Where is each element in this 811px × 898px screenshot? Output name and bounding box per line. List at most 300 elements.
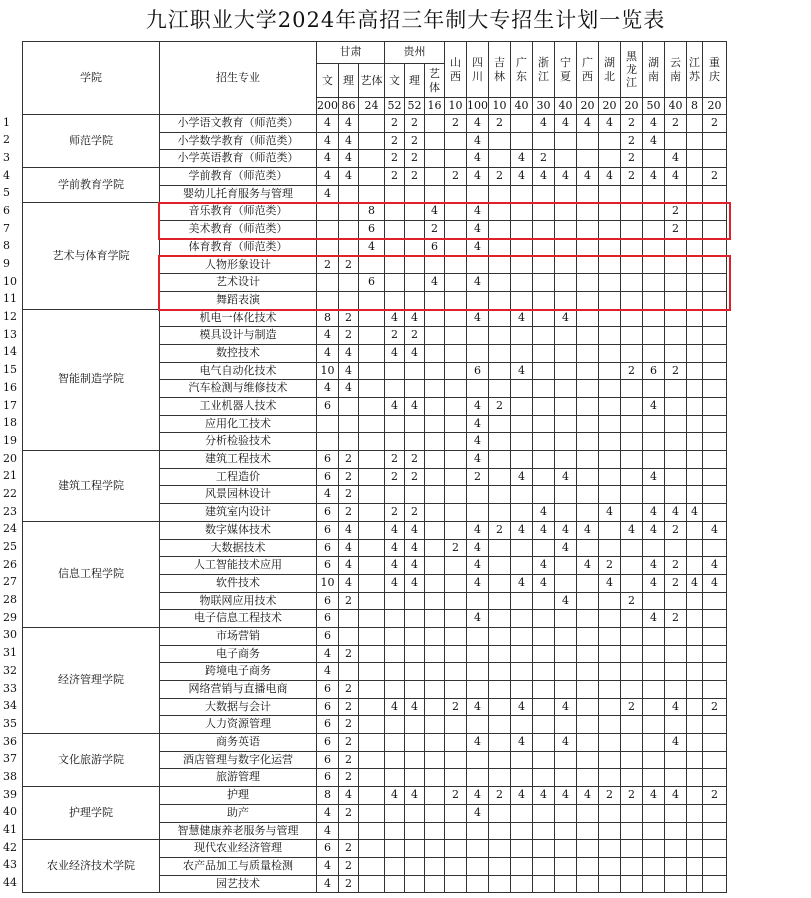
quota-cell [405,751,425,769]
quota-cell [317,415,339,433]
quota-cell [489,857,511,875]
quota-cell [599,663,621,681]
quota-cell [511,486,533,504]
quota-cell [577,132,599,150]
quota-cell [405,734,425,752]
quota-cell: 2 [445,115,467,133]
quota-cell: 4 [555,168,577,186]
quota-cell [599,592,621,610]
quota-cell: 2 [467,468,489,486]
quota-cell [359,291,385,309]
quota-cell [687,734,703,752]
quota-cell [445,256,467,274]
quota-cell: 2 [339,681,359,699]
quota-cell: 4 [643,468,665,486]
quota-cell [359,645,385,663]
quota-cell [703,486,727,504]
quota-cell [555,716,577,734]
quota-cell: 2 [703,115,727,133]
quota-cell [577,645,599,663]
quota-cell [533,291,555,309]
quota-cell [489,238,511,256]
quota-cell [703,627,727,645]
header-subcategory: 文 [317,64,339,98]
quota-cell [643,221,665,239]
quota-cell [489,344,511,362]
quota-cell [317,238,339,256]
row-number: 32 [3,663,17,677]
quota-cell [511,840,533,858]
quota-cell [621,557,643,575]
quota-cell [687,132,703,150]
quota-cell [533,716,555,734]
quota-cell [643,681,665,699]
quota-cell: 4 [339,557,359,575]
header-province: 宁 夏 [555,42,577,98]
quota-cell [643,380,665,398]
quota-cell: 2 [385,327,405,345]
quota-cell [621,539,643,557]
quota-cell [339,627,359,645]
major-name: 网络营销与直播电商 [160,681,317,699]
row-number: 16 [3,380,17,394]
row-number: 30 [3,628,17,642]
quota-cell [621,468,643,486]
quota-cell [643,804,665,822]
quota-cell: 6 [317,840,339,858]
major-name: 商务英语 [160,734,317,752]
quota-cell [599,344,621,362]
quota-cell: 4 [405,557,425,575]
quota-cell: 4 [317,875,339,893]
table-row [23,203,727,221]
quota-cell [703,309,727,327]
quota-cell [643,203,665,221]
quota-cell [405,663,425,681]
quota-cell: 4 [687,574,703,592]
quota-cell [359,486,385,504]
quota-cell [599,238,621,256]
quota-cell [555,291,577,309]
quota-cell [703,362,727,380]
quota-cell [555,132,577,150]
major-name: 现代农业经济管理 [160,840,317,858]
quota-cell [533,769,555,787]
quota-cell [703,716,727,734]
quota-cell [533,203,555,221]
quota-cell [643,539,665,557]
quota-cell [489,150,511,168]
quota-cell [555,256,577,274]
quota-cell [665,238,687,256]
quota-cell [577,857,599,875]
quota-cell: 4 [599,574,621,592]
quota-cell [359,663,385,681]
quota-cell [425,840,445,858]
major-name: 园艺技术 [160,875,317,893]
quota-cell [359,822,385,840]
header-total: 40 [665,98,687,115]
quota-cell: 4 [405,398,425,416]
major-name: 小学英语教育（师范类） [160,150,317,168]
quota-cell [703,751,727,769]
quota-cell [533,751,555,769]
quota-cell [445,185,467,203]
quota-cell: 4 [359,238,385,256]
quota-cell [599,645,621,663]
header-total: 30 [533,98,555,115]
quota-cell [577,769,599,787]
quota-cell [621,380,643,398]
quota-cell [467,875,489,893]
quota-cell [359,468,385,486]
quota-cell [621,309,643,327]
quota-cell: 2 [317,256,339,274]
quota-cell [687,557,703,575]
quota-cell [425,291,445,309]
quota-cell [489,433,511,451]
quota-cell: 4 [467,221,489,239]
quota-cell [511,681,533,699]
quota-cell: 2 [533,150,555,168]
quota-cell [339,610,359,628]
quota-cell [339,291,359,309]
major-name: 酒店管理与数字化运营 [160,751,317,769]
quota-cell: 2 [621,132,643,150]
quota-cell [599,398,621,416]
quota-cell: 4 [665,787,687,805]
quota-cell [665,433,687,451]
major-name: 舞蹈表演 [160,291,317,309]
quota-cell [687,451,703,469]
quota-cell [665,468,687,486]
quota-cell [577,256,599,274]
quota-cell: 4 [467,539,489,557]
quota-cell [555,645,577,663]
quota-cell [643,327,665,345]
quota-cell: 2 [405,504,425,522]
quota-cell [489,380,511,398]
quota-cell: 4 [317,380,339,398]
enrollment-plan-table [22,41,727,893]
header-total: 40 [555,98,577,115]
header-total: 86 [339,98,359,115]
quota-cell [687,857,703,875]
row-number: 20 [3,451,17,465]
quota-cell [599,309,621,327]
quota-cell: 6 [317,592,339,610]
quota-cell [405,716,425,734]
quota-cell [467,504,489,522]
quota-cell: 4 [467,521,489,539]
quota-cell [425,115,445,133]
quota-cell [489,291,511,309]
quota-cell [511,822,533,840]
quota-cell: 2 [489,168,511,186]
quota-cell: 4 [555,539,577,557]
quota-cell [489,681,511,699]
quota-cell: 4 [555,468,577,486]
quota-cell: 4 [467,734,489,752]
quota-cell: 4 [467,415,489,433]
quota-cell [405,875,425,893]
quota-cell: 2 [445,539,467,557]
quota-cell: 4 [339,132,359,150]
quota-cell: 4 [577,168,599,186]
quota-cell: 2 [339,875,359,893]
major-name: 人工智能技术应用 [160,557,317,575]
quota-cell [533,256,555,274]
quota-cell: 4 [467,787,489,805]
row-number: 11 [3,292,17,306]
quota-cell [687,398,703,416]
quota-cell [533,362,555,380]
quota-cell: 4 [339,344,359,362]
quota-cell [703,769,727,787]
quota-cell [467,681,489,699]
quota-cell [359,539,385,557]
major-name: 机电一体化技术 [160,309,317,327]
quota-cell [385,822,405,840]
quota-cell [665,327,687,345]
quota-cell [577,398,599,416]
major-name: 汽车检测与维修技术 [160,380,317,398]
quota-cell [359,327,385,345]
quota-cell [533,804,555,822]
quota-cell [599,150,621,168]
quota-cell [533,610,555,628]
quota-cell [339,274,359,292]
quota-cell [467,256,489,274]
quota-cell [445,398,467,416]
quota-cell [687,539,703,557]
quota-cell [489,451,511,469]
quota-cell: 4 [643,132,665,150]
quota-cell [359,433,385,451]
quota-cell [359,857,385,875]
quota-cell [339,221,359,239]
quota-cell: 4 [643,787,665,805]
quota-cell: 8 [359,203,385,221]
quota-cell [359,557,385,575]
quota-cell: 6 [317,698,339,716]
row-number: 37 [3,752,17,766]
quota-cell: 4 [467,132,489,150]
row-number: 26 [3,557,17,571]
quota-cell: 6 [317,769,339,787]
quota-cell [599,256,621,274]
quota-cell [425,822,445,840]
quota-cell [533,274,555,292]
table-row [23,627,727,645]
major-name: 人力资源管理 [160,716,317,734]
row-number: 39 [3,787,17,801]
header-total: 20 [599,98,621,115]
quota-cell: 6 [317,504,339,522]
quota-cell [359,380,385,398]
table-row [23,521,727,539]
quota-cell [445,344,467,362]
quota-cell: 4 [405,309,425,327]
quota-cell [385,592,405,610]
quota-cell [405,610,425,628]
quota-cell [621,203,643,221]
quota-cell: 4 [385,698,405,716]
quota-cell [703,468,727,486]
header-total: 40 [511,98,533,115]
quota-cell [621,627,643,645]
quota-cell [621,504,643,522]
row-number: 28 [3,593,17,607]
quota-cell [533,185,555,203]
row-number: 22 [3,486,17,500]
major-name: 学前教育（师范类） [160,168,317,186]
quota-cell [489,327,511,345]
quota-cell [385,415,405,433]
quota-cell: 4 [405,787,425,805]
quota-cell [533,309,555,327]
quota-cell [511,804,533,822]
quota-cell: 2 [445,698,467,716]
quota-cell [445,592,467,610]
quota-cell [533,875,555,893]
quota-cell [359,592,385,610]
quota-cell [703,433,727,451]
quota-cell [643,822,665,840]
quota-cell [425,698,445,716]
quota-cell: 4 [405,344,425,362]
quota-cell [555,221,577,239]
quota-cell [703,451,727,469]
quota-cell: 2 [339,804,359,822]
header-guizhou: 贵州 [385,42,445,64]
quota-cell [339,203,359,221]
quota-cell [511,327,533,345]
quota-cell [317,291,339,309]
quota-cell [467,344,489,362]
quota-cell [445,468,467,486]
quota-cell [489,274,511,292]
quota-cell [577,238,599,256]
major-name: 建筑工程技术 [160,451,317,469]
quota-cell: 4 [577,521,599,539]
quota-cell: 4 [665,734,687,752]
quota-cell [643,238,665,256]
quota-cell [703,203,727,221]
quota-cell [359,504,385,522]
quota-cell [703,504,727,522]
quota-cell: 2 [665,362,687,380]
quota-cell: 4 [511,574,533,592]
quota-cell [687,681,703,699]
quota-cell: 2 [405,115,425,133]
quota-cell [489,203,511,221]
quota-cell [405,840,425,858]
quota-cell [489,486,511,504]
quota-cell [687,521,703,539]
quota-cell [643,840,665,858]
quota-cell [445,486,467,504]
quota-cell [577,574,599,592]
quota-cell: 4 [339,380,359,398]
quota-cell [643,627,665,645]
quota-cell [555,769,577,787]
quota-cell [445,309,467,327]
quota-cell [359,521,385,539]
quota-cell [533,592,555,610]
quota-cell [405,769,425,787]
quota-cell [577,415,599,433]
quota-cell [467,840,489,858]
quota-cell: 4 [317,132,339,150]
quota-cell [555,663,577,681]
quota-cell [621,574,643,592]
quota-cell: 2 [621,115,643,133]
quota-cell [425,769,445,787]
row-number: 19 [3,433,17,447]
quota-cell: 4 [511,521,533,539]
quota-cell: 4 [643,115,665,133]
quota-cell [599,468,621,486]
header-total: 24 [359,98,385,115]
quota-cell [665,486,687,504]
quota-cell [425,857,445,875]
quota-cell [489,185,511,203]
quota-cell [445,681,467,699]
quota-cell: 2 [385,451,405,469]
quota-cell [425,168,445,186]
quota-cell: 6 [317,557,339,575]
quota-cell [533,238,555,256]
quota-cell [687,822,703,840]
quota-cell [687,168,703,186]
quota-cell [599,132,621,150]
quota-cell [511,627,533,645]
quota-cell [577,504,599,522]
quota-cell [599,804,621,822]
quota-cell [703,822,727,840]
quota-cell: 4 [599,504,621,522]
quota-cell [425,309,445,327]
quota-cell: 4 [467,574,489,592]
quota-cell [359,751,385,769]
quota-cell: 2 [385,132,405,150]
quota-cell: 4 [533,115,555,133]
quota-cell [489,769,511,787]
quota-cell [577,610,599,628]
quota-cell [643,857,665,875]
quota-cell [511,610,533,628]
quota-cell [445,645,467,663]
quota-cell [511,557,533,575]
quota-cell [555,274,577,292]
quota-cell: 4 [511,362,533,380]
quota-cell [687,291,703,309]
header-total: 10 [489,98,511,115]
quota-cell [599,521,621,539]
row-number: 3 [3,150,10,164]
quota-cell: 6 [317,627,339,645]
quota-cell: 4 [339,787,359,805]
quota-cell [467,663,489,681]
quota-cell [555,822,577,840]
quota-cell [467,645,489,663]
quota-cell [425,787,445,805]
college-name: 护理学院 [23,787,160,840]
quota-cell [489,610,511,628]
quota-cell: 2 [405,150,425,168]
quota-cell [445,504,467,522]
